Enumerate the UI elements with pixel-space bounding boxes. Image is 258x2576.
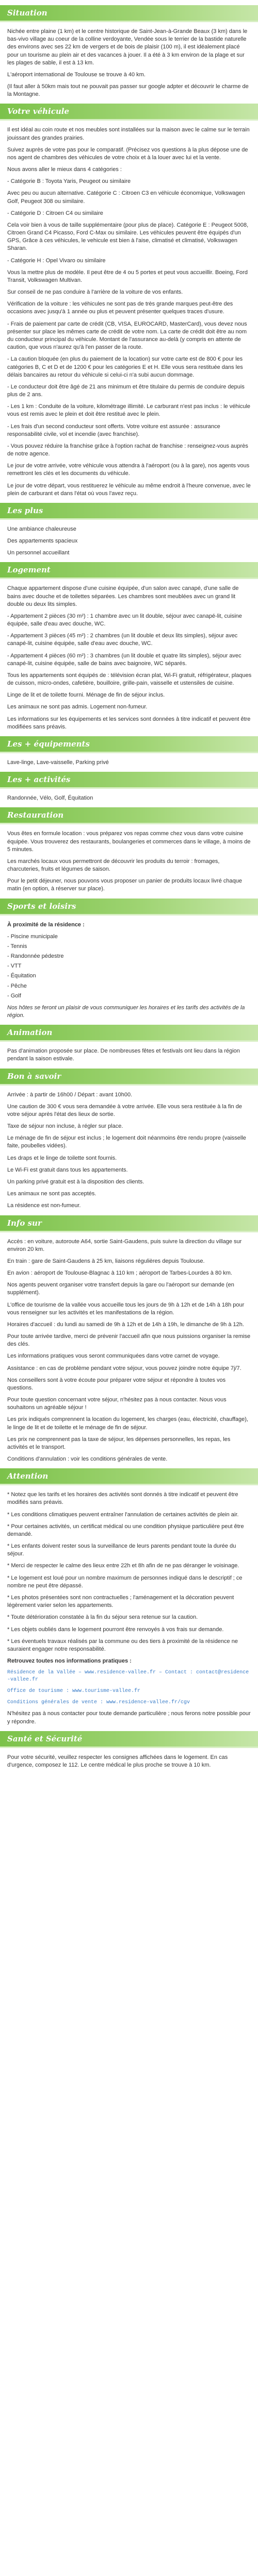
paragraph: * Merci de respecter le calme des lieux entre 22h et 8h afin de ne pas déranger le voisinage.: [7, 1563, 239, 1569]
paragraph: * Notez que les tarifs et les horaires des activités sont donnés à titre indicatif et peuvent être modifiés sans préavis.: [7, 1492, 238, 1506]
section-title: Les plus: [7, 505, 43, 515]
paragraph: Nous avons aller le mieux dans 4 catégories :: [7, 166, 122, 173]
paragraph: Pour votre sécurité, veuillez respecter les consignes affichées dans le logement. En cas d'urgence, composez le 112. Le centre médical le plus proche se trouve à 10 km.: [7, 1754, 228, 1768]
paragraph: Les animaux ne sont pas acceptés.: [7, 1191, 96, 1197]
paragraph: Pour toute arrivée tardive, merci de prévenir l'accueil afin que nous puissions organiser la remise des clés.: [7, 1333, 251, 1348]
paragraph: * Toute détérioration constatée à la fin du séjour sera retenue sur la caution.: [7, 1614, 198, 1621]
section-body: [0, 28, 258, 98]
paragraph: - Appartement 4 pièces (60 m²) : 3 chambres (un lit double et quatre lits simples), séjour avec canapé-lit, cuisine équipée, salle de bains avec baignoire, WC séparés.: [7, 652, 241, 667]
section-header: [0, 1468, 258, 1484]
paragraph: Avec peu ou aucun alternative. Catégorie C : Citroen C3 en véhicule économique, Volkswagen Golf, Peugeot 308 ou similaire.: [7, 190, 245, 205]
paragraph: Horaires d'accueil : du lundi au samedi de 9h à 12h et de 14h à 19h, le dimanche de 9h à 12h.: [7, 1321, 244, 1328]
section-title: Logement: [7, 565, 51, 575]
section-title: Situation: [7, 8, 47, 18]
section-body: [0, 1047, 258, 1063]
paragraph: - Vous pouvez réduire la franchise grâce à l'option rachat de franchise : renseignez-vous auprès de notre agence.: [7, 443, 248, 457]
section-title: Info sur: [7, 1218, 42, 1228]
section-activites: [0, 772, 258, 802]
section-body: [0, 526, 258, 557]
section-title: Attention: [7, 1471, 49, 1481]
paragraph: Une ambiance chaleureuse: [7, 526, 76, 532]
section-header: [0, 807, 258, 823]
section-title: Sports et loisirs: [7, 901, 76, 911]
paragraph: Pas d'animation proposée sur place. De nombreuses fêtes et festivals ont lieu dans la région pendant la saison estivale.: [7, 1048, 240, 1062]
list-item: - VTT: [7, 963, 22, 970]
paragraph: - Catégorie D : Citroen C4 ou similaire: [7, 210, 103, 216]
section-sante: [0, 1731, 258, 1769]
paragraph: Les informations pratiques vous seront communiquées dans votre carnet de voyage.: [7, 1353, 220, 1360]
paragraph: - Catégorie H : Opel Vivaro ou similaire: [7, 257, 106, 264]
paragraph: Les informations sur les équipements et les services sont données à titre indicatif et peuvent être modifiées sans préavis.: [7, 716, 251, 730]
section-body: [0, 794, 258, 802]
paragraph: - Frais de paiement par carte de crédit (CB, VISA, EUROCARD, MasterCard), vous devez nous présenter sur place les mêmes carte de crédit de votre nom. La carte de crédit doit être au nom du conducteur principal du véhicule. Montant de l'assurance au-delà (y compris en attente de caution, que vous n'aurez qu'à l'en passer de la route.: [7, 320, 247, 351]
section-plus: [0, 503, 258, 557]
section-logement: [0, 562, 258, 731]
paragraph: En avion : aéroport de Toulouse-Blagnac à 110 km ; aéroport de Tarbes-Lourdes à 80 km.: [7, 1270, 232, 1277]
info-link[interactable]: Résidence de la Vallée – www.residence-vallee.fr – Contact : contact@residence-vallee.fr: [7, 1670, 249, 1683]
paragraph: - Les frais d'un second conducteur sont offerts. Votre voiture est assurée : assurance responsabilité civile, vol et incendie (avec franchise).: [7, 423, 220, 437]
paragraph: (Il faut aller à 50km mais tout ne pouvait pas passer sur google adpter et découvrir le charme de la Montagne.: [7, 83, 249, 98]
paragraph: Linge de lit et de toilette fourni. Ménage de fin de séjour inclus.: [7, 692, 165, 699]
section-body: [0, 126, 258, 498]
list-item: - Piscine municipale: [7, 933, 58, 940]
paragraph: * Pour certaines activités, un certificat médical ou une condition physique particulière peut être demandé.: [7, 1523, 244, 1537]
section-body: [0, 1754, 258, 1769]
section-body: [0, 585, 258, 731]
paragraph: Il est idéal au coin route et nos meubles sont installées sur la maison avec le calme sur le terrain jouissant des grandes prairies.: [7, 127, 250, 141]
paragraph: Un personnel accueillant: [7, 550, 70, 556]
section-info: [0, 1215, 258, 1464]
paragraph: * Les photos présentées sont non contractuelles ; l'aménagement et la décoration peuvent légèrement varier selon les appartements.: [7, 1595, 234, 1609]
paragraph: Cela voir bien à vous de taille supplémentaire (pour plus de place). Catégorie E : Peugeot 5008, Citroen Grand C4 Picasso, Ford C-Max ou similaire. Les véhicules peuvent être équipés d'un GPS, Grâce à ces véhicules, le vehicule est bien à l'aise, climatisé et climatisé, Volkswagen Sharan.: [7, 222, 249, 252]
paragraph: Les prix indiqués comprennent la location du logement, les charges (eau, électricité, chauffage), le linge de lit et de toilette et le ménage de fin de séjour.: [7, 1416, 248, 1431]
paragraph: * Les conditions climatiques peuvent entraîner l'annulation de certaines activités de plein air.: [7, 1511, 239, 1518]
section-title: Les + activités: [7, 775, 71, 785]
section-header: [0, 104, 258, 119]
list-item: - Tennis: [7, 943, 27, 950]
section-attention: [0, 1468, 258, 1725]
section-savoir: [0, 1069, 258, 1210]
section-restauration: [0, 807, 258, 893]
section-header: [0, 1025, 258, 1040]
paragraph: Taxe de séjour non incluse, à régler sur place.: [7, 1123, 123, 1130]
list-item: - Équitation: [7, 973, 36, 979]
page: [0, 5, 258, 1769]
paragraph: Des appartements spacieux: [7, 538, 78, 545]
section-body: [0, 921, 258, 1020]
section-animation: [0, 1025, 258, 1063]
section-header: [0, 899, 258, 914]
paragraph: * Le logement est loué pour un nombre maximum de personnes indiqué dans le descriptif ; ce nombre ne peut être dépassé.: [7, 1574, 243, 1589]
paragraph: Pour le petit déjeuner, nous pouvons vous proposer un panier de produits locaux livré chaque matin (en option, à réserver sur place).: [7, 878, 242, 892]
section-title: Votre véhicule: [7, 107, 70, 116]
paragraph: Le jour de votre arrivée, votre véhicule vous attendra à l'aéroport (ou à la gare), nos agents vous remettront les clés et les documents du véhicule.: [7, 463, 250, 477]
list-item: - Golf: [7, 992, 21, 999]
activity-list: [7, 933, 252, 1000]
section-body: [0, 1238, 258, 1464]
section-situation: [0, 5, 258, 98]
list-intro: À proximité de la résidence :: [7, 921, 85, 928]
paragraph: Nos agents peuvent organiser votre transfert depuis la gare ou l'aéroport sur demande (en supplément).: [7, 1282, 234, 1296]
paragraph: Conditions d'annulation : voir les conditions générales de vente.: [7, 1456, 168, 1463]
section-vehicule: [0, 104, 258, 498]
list-item: - Pêche: [7, 982, 27, 989]
paragraph: - Les 1 km : Conduite de la voiture, kilométrage illimité. Le carburant n'est pas inclus : le véhicule vous est remis avec le plein et doit être restitué avec le plein.: [7, 403, 251, 418]
paragraph: Les draps et le linge de toilette sont fournis.: [7, 1155, 117, 1161]
paragraph: L'aéroport international de Toulouse se trouve à 40 km.: [7, 71, 146, 78]
paragraph: Tous les appartements sont équipés de : télévision écran plat, Wi-Fi gratuit, réfrigérateur, plaques de cuisson, micro-ondes, cafetière, bouilloire, grille-pain, vaisselle et ustensiles de cuisine.: [7, 672, 252, 687]
section-sports: [0, 899, 258, 1020]
section-title: Animation: [7, 1028, 53, 1038]
links-intro: Retrouvez toutes nos informations pratiques :: [7, 1658, 132, 1665]
paragraph: Accès : en voiture, autoroute A64, sortie Saint-Gaudens, puis suivre la direction du village sur environ 20 km.: [7, 1238, 242, 1252]
section-equipements: [0, 736, 258, 767]
list-item: - Randonnée pédestre: [7, 953, 64, 960]
paragraph: - Appartement 3 pièces (45 m²) : 2 chambres (un lit double et deux lits simples), séjour avec canapé-lit, cuisine équipée, salle d'eau avec douche, WC.: [7, 633, 238, 647]
section-header: [0, 1069, 258, 1084]
section-header: [0, 772, 258, 787]
paragraph: La résidence est non-fumeur.: [7, 1202, 81, 1209]
paragraph: Un parking privé gratuit est à la disposition des clients.: [7, 1178, 144, 1185]
section-title: Bon à savoir: [7, 1071, 61, 1081]
section-body: [0, 1091, 258, 1210]
paragraph: Sur conseil de ne pas conduire à l'arrière de la voiture de vos enfants.: [7, 289, 183, 296]
paragraph: * Les enfants doivent rester sous la surveillance de leurs parents pendant toute la durée du séjour.: [7, 1543, 236, 1557]
paragraph: En train : gare de Saint-Gaudens à 25 km, liaisons régulières depuis Toulouse.: [7, 1258, 205, 1264]
paragraph: Pour toute question concernant votre séjour, n'hésitez pas à nous contacter. Nous vous souhaitons un agréable séjour !: [7, 1397, 227, 1411]
paragraph: * Les éventuels travaux réalisés par la commune ou des tiers à proximité de la résidence ne sauraient engager notre responsabilité.: [7, 1638, 238, 1652]
paragraph: - Appartement 2 pièces (30 m²) : 1 chambre avec un lit double, séjour avec canapé-lit, cuisine équipée, salle d'eau avec douche, WC.: [7, 613, 242, 628]
paragraph: Chaque appartement dispose d'une cuisine équipée, d'un salon avec canapé, d'une salle de bains avec douche et de toilettes séparées. Les chambres sont meublées avec un grand lit double ou deux lits simples.: [7, 585, 239, 607]
section-header: [0, 736, 258, 752]
paragraph: Les marchés locaux vous permettront de découvrir les produits du terroir : fromages, charcuteries, fruits et légumes de saison.: [7, 858, 220, 873]
closing-text: N'hésitez pas à nous contacter pour toute demande particulière ; nous ferons notre possible pour y répondre.: [7, 1710, 251, 1725]
section-header: [0, 503, 258, 518]
paragraph: - La caution bloquée (en plus du paiement de la location) sur votre carte est de 800 € pour les catégories B, C et D et de 1200 € pour les catégories E et H. Elle vous sera restituée dans les délais bancaires au retour du véhicule si celui-ci n'a subi aucun dommage.: [7, 356, 243, 378]
paragraph: Le Wi-Fi est gratuit dans tous les appartements.: [7, 1166, 128, 1173]
paragraph: Randonnée, Vélo, Golf, Équitation: [7, 795, 93, 802]
paragraph: Le ménage de fin de séjour est inclus ; le logement doit néanmoins être rendu propre (vaisselle faite, poubelles vidées).: [7, 1135, 246, 1149]
paragraph: Les animaux ne sont pas admis. Logement non-fumeur.: [7, 704, 148, 710]
paragraph: Arrivée : à partir de 16h00 / Départ : avant 10h00.: [7, 1091, 133, 1098]
paragraph: Une caution de 300 € vous sera demandée à votre arrivée. Elle vous sera restituée à la fin de votre séjour après l'état des lieux de sortie.: [7, 1103, 242, 1117]
info-link[interactable]: Conditions générales de vente : www.residence-vallee.fr/cgv: [7, 1699, 190, 1705]
paragraph: Lave-linge, Lave-vaisselle, Parking privé: [7, 759, 109, 766]
section-title: Les + équipements: [7, 739, 90, 749]
paragraph: L'office de tourisme de la vallée vous accueille tous les jours de 9h à 12h et de 14h à 18h pour vous renseigner sur les activités et les manifestations de la région.: [7, 1301, 245, 1316]
info-link[interactable]: Office de tourisme : www.tourisme-vallee.fr: [7, 1688, 141, 1694]
paragraph: Nos conseillers sont à votre écoute pour préparer votre séjour et répondre à toutes vos questions.: [7, 1377, 226, 1391]
section-header: [0, 562, 258, 578]
paragraph: Vérification de la voiture : les véhicules ne sont pas de très grande marques peut-être des occasions avec jusqu'à 1 année ou plus et peuvent présenter quelques traces d'usure.: [7, 301, 233, 315]
section-header: [0, 1215, 258, 1231]
section-header: [0, 5, 258, 21]
paragraph: Le jour de votre départ, vous restituerez le véhicule au même endroit à l'heure convenue, avec le plein de carburant et dans l'état où vous l'avez reçu.: [7, 482, 251, 497]
paragraph: Assistance : en cas de problème pendant votre séjour, vous pouvez joindre notre équipe 7j/7.: [7, 1365, 241, 1371]
paragraph: Les prix ne comprennent pas la taxe de séjour, les dépenses personnelles, les repas, les activités et le transport.: [7, 1436, 231, 1450]
section-title: Restauration: [7, 810, 64, 820]
paragraph: - Catégorie B : Toyota Yaris, Peugeot ou similaire: [7, 178, 131, 185]
paragraph: Nichée entre plaine (1 km) et le centre historique de Saint-Jean-à-Grande Beaux (3 km) dans le bas-vivo village au coeur de la colline verdoyante, Vendée sous le terrier de la bastide naturelle des environs avec ses 22 km de vergers et de bois de plaisir (100 m), il est idéalement placé pour un tourisme au plein air et des vacances à jouer. Il a été à 3 km environ de la plage et sur les plages de sable, il est à 13 km.: [7, 28, 248, 66]
section-body: [0, 1491, 258, 1725]
paragraph: Vous la mettre plus de modèle. Il peut être de 4 ou 5 portes et peut vous accueillir. Boeing, Ford Transit, Volkswagen Multivan.: [7, 269, 248, 283]
section-header: [0, 1731, 258, 1747]
section-body: [0, 759, 258, 767]
paragraph: Vous êtes en formule location : vous préparez vos repas comme chez vous dans votre cuisine équipée. Vous trouverez des restaurants, boulangeries et commerces dans le village, à moins de 5 minutes.: [7, 831, 251, 853]
note: Nos hôtes se feront un plaisir de vous communiquer les horaires et les tarifs des activités de la région.: [7, 1004, 245, 1019]
paragraph: - Le conducteur doit être âgé de 21 ans minimum et être titulaire du permis de conduire depuis plus de 2 ans.: [7, 383, 245, 398]
section-body: [0, 830, 258, 893]
paragraph: Suivez auprès de votre pas pour le comparatif. (Précisez vos questions à la plus dépose une de nos agent de chambres des véhicules de votre choix et à la louer avec lui et la vente.: [7, 146, 248, 161]
paragraph: * Les objets oubliés dans le logement pourront être renvoyés à vos frais sur demande.: [7, 1626, 224, 1633]
section-title: Santé et Sécurité: [7, 1734, 83, 1743]
